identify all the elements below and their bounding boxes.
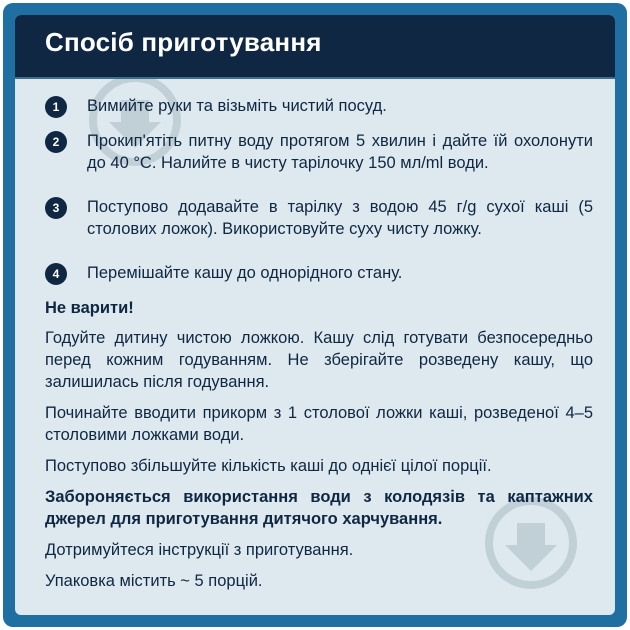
step-number-badge: 3: [45, 197, 67, 219]
warning-heading: Не варити!: [45, 299, 134, 317]
step-item: [45, 130, 593, 174]
step-text: Вимийте руки та візьміть чистий посуд.: [87, 97, 387, 115]
outer-frame: [3, 3, 627, 627]
step-number-badge: 4: [45, 263, 67, 285]
feeding-paragraph: Годуйте дитину чистою ложкою. Кашу слід готувати безпосередньо перед кожним годуванням. Не зберігайте розведену кашу, що залишилась після годування.: [45, 329, 593, 391]
header-bar: [15, 15, 615, 79]
step-text: Прокип'ятіть питну воду протягом 5 хвилин і дайте їй охолонути до 40 °С. Налийте в чисту тарілочку 150 мл/ml води.: [87, 132, 593, 172]
introduction-paragraph: Починайте вводити прикорм з 1 столової ложки каші, розведеної 4–5 столовими ложками води.: [45, 404, 593, 444]
step-text: Перемішайте кашу до однорідного стану.: [87, 264, 403, 282]
instructions-content: [45, 95, 593, 601]
step-item: [45, 196, 593, 240]
package-contents-paragraph: Упаковка містить ~ 5 порцій.: [45, 572, 263, 590]
follow-instructions-paragraph: Дотримуйтеся інструкції з приготування.: [45, 541, 354, 559]
page-title: Спосіб приготування: [45, 27, 322, 57]
step-number-badge: 1: [45, 96, 67, 118]
instruction-card: [15, 15, 615, 615]
step-item: [45, 95, 593, 118]
step-text: Поступово додавайте в тарілку з водою 45 г/g сухої каші (5 столових ложок). Використовуйте суху чисту ложку.: [87, 198, 593, 238]
step-item: [45, 262, 593, 285]
step-number-badge: 2: [45, 131, 67, 153]
prohibition-paragraph: Забороняється використання води з колодязів та каптажних джерел для приготування дитячого харчування.: [45, 488, 593, 528]
increase-paragraph: Поступово збільшуйте кількість каші до однієї цілої порції.: [45, 457, 492, 475]
